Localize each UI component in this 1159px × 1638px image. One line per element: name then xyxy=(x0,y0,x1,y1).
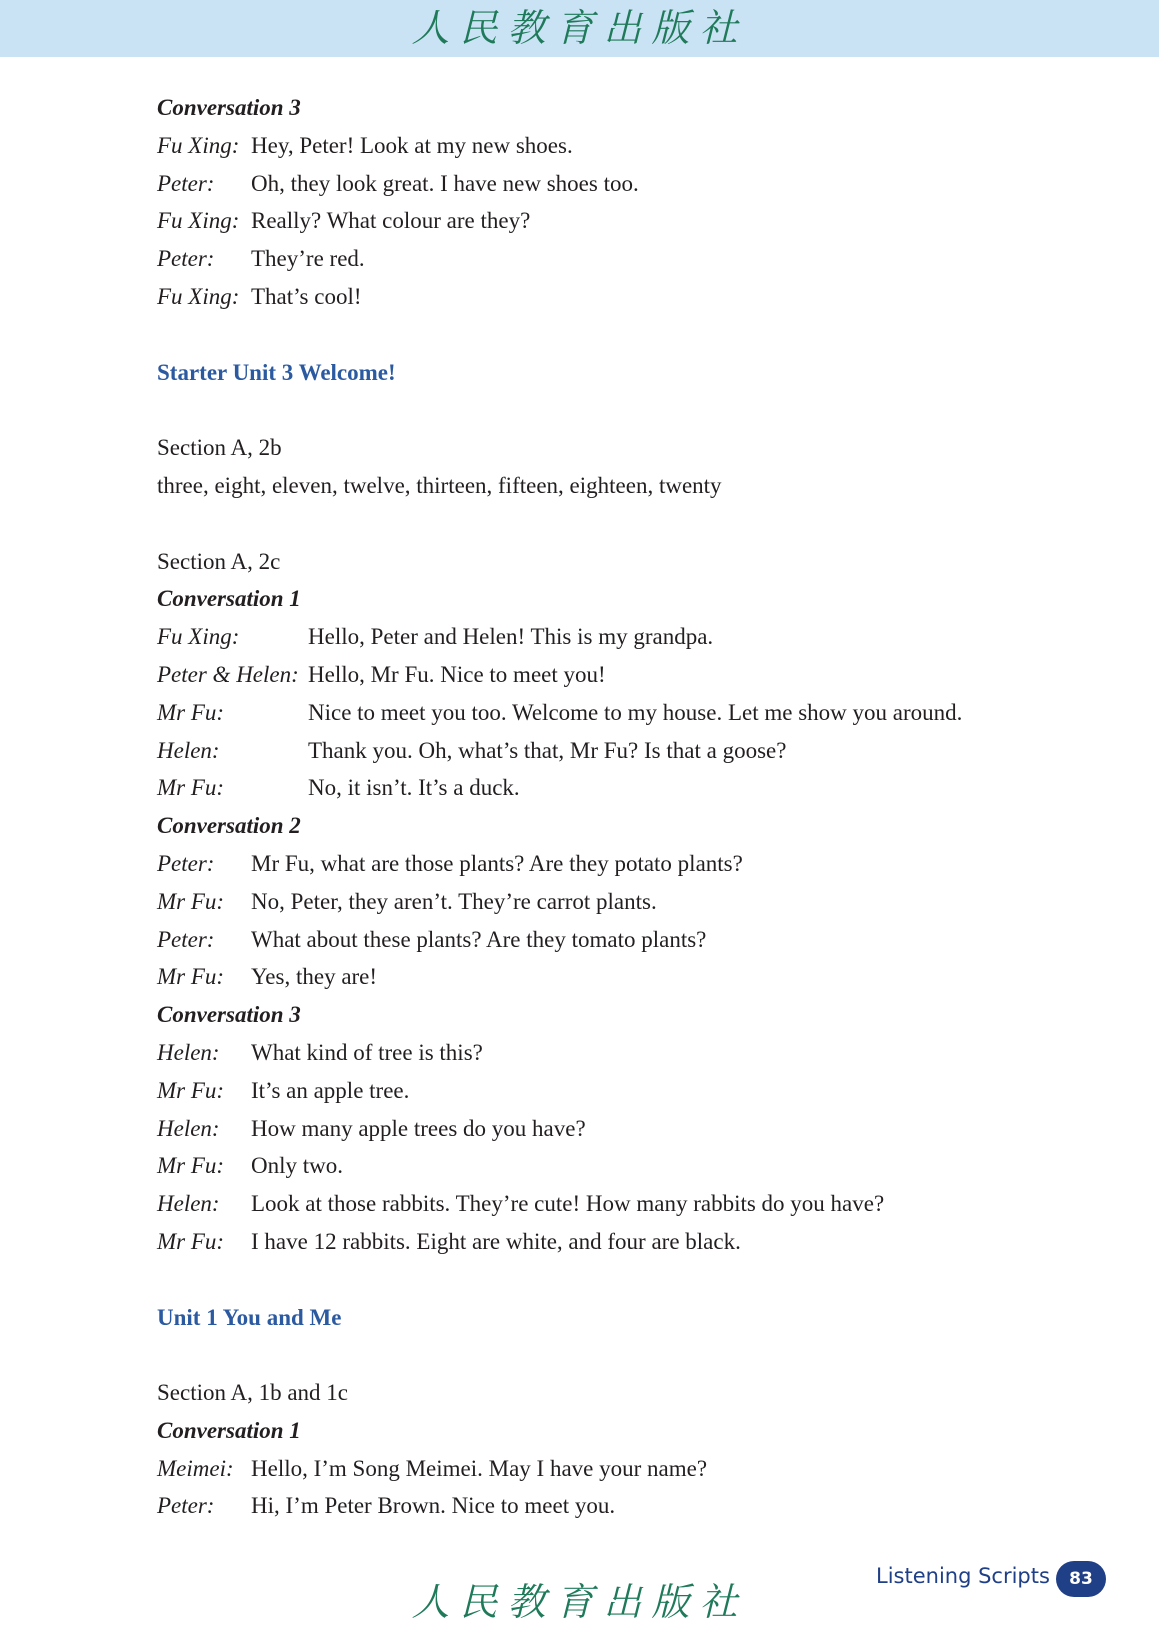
conversation-heading: Conversation 3 xyxy=(157,1002,301,1028)
spacer xyxy=(157,505,1087,543)
utterance-text: Look at those rabbits. They’re cute! How many rabbits do you have? xyxy=(251,1191,885,1217)
section-heading: Section A, 1b and 1c xyxy=(157,1380,348,1406)
utterance-text: Hello, Mr Fu. Nice to meet you! xyxy=(308,661,606,687)
utterance-text: What kind of tree is this? xyxy=(251,1039,483,1065)
speaker-name: Peter: xyxy=(157,170,215,196)
dialog-line xyxy=(157,1487,1087,1525)
dialog-line xyxy=(157,656,1087,694)
dialog-line xyxy=(157,1072,1087,1110)
dialog-line xyxy=(157,921,1087,959)
speaker-name: Helen: xyxy=(157,1115,220,1141)
utterance-text: How many apple trees do you have? xyxy=(251,1115,586,1141)
speaker-name: Fu Xing: xyxy=(157,132,240,158)
spacer xyxy=(157,1261,1087,1299)
speaker-name: Peter: xyxy=(157,926,215,952)
speaker-name: Fu Xing: xyxy=(157,283,240,309)
conversation-heading: Conversation 3 xyxy=(157,95,301,120)
spacer xyxy=(157,316,1087,354)
speaker-name: Mr Fu: xyxy=(157,964,225,990)
listening-script-content xyxy=(157,89,1087,1525)
publisher-brand-bottom: 人民教育出版社 xyxy=(411,1580,748,1624)
dialog-line xyxy=(157,769,1087,807)
utterance-text: Hello, Peter and Helen! This is my grandpa. xyxy=(308,624,714,650)
conversation-heading: Conversation 1 xyxy=(157,586,301,612)
speaker-name: Helen: xyxy=(157,1039,220,1065)
unit-heading: Unit 1 You and Me xyxy=(157,1304,342,1330)
word-list: three, eight, eleven, twelve, thirteen, fifteen, eighteen, twenty xyxy=(157,472,722,498)
dialog-line xyxy=(157,165,1087,203)
dialog-line xyxy=(157,958,1087,996)
dialog-line xyxy=(157,732,1087,770)
speaker-name: Mr Fu: xyxy=(157,1077,225,1103)
speaker-name: Mr Fu: xyxy=(157,775,225,801)
section-heading: Section A, 2b xyxy=(157,435,282,461)
speaker-name: Fu Xing: xyxy=(157,208,240,234)
dialog-line xyxy=(157,883,1087,921)
utterance-text: Hello, I’m Song Meimei. May I have your name? xyxy=(251,1455,708,1481)
speaker-name: Fu Xing: xyxy=(157,624,240,650)
conversation-heading: Conversation 1 xyxy=(157,1417,301,1443)
dialog-line xyxy=(157,618,1087,656)
dialog-line xyxy=(157,127,1087,165)
utterance-text: They’re red. xyxy=(251,246,365,272)
utterance-text: It’s an apple tree. xyxy=(251,1077,410,1103)
publisher-brand-top: 人民教育出版社 xyxy=(411,6,748,50)
dialog-line xyxy=(157,202,1087,240)
spacer xyxy=(157,391,1087,429)
speaker-name: Mr Fu: xyxy=(157,888,225,914)
utterance-text: No, it isn’t. It’s a duck. xyxy=(308,775,520,801)
speaker-name: Peter: xyxy=(157,850,215,876)
utterance-text: Thank you. Oh, what’s that, Mr Fu? Is that a goose? xyxy=(308,737,787,763)
utterance-text: Mr Fu, what are those plants? Are they potato plants? xyxy=(251,850,743,876)
dialog-line xyxy=(157,1110,1087,1148)
dialog-line xyxy=(157,1223,1087,1261)
utterance-text: Hi, I’m Peter Brown. Nice to meet you. xyxy=(251,1493,616,1519)
dialog-line xyxy=(157,1185,1087,1223)
utterance-text: No, Peter, they aren’t. They’re carrot plants. xyxy=(251,888,657,914)
utterance-text: Only two. xyxy=(251,1153,343,1179)
utterance-text: What about these plants? Are they tomato plants? xyxy=(251,926,707,952)
conversation-heading: Conversation 2 xyxy=(157,813,301,839)
utterance-text: Hey, Peter! Look at my new shoes. xyxy=(251,132,573,158)
page-number-badge: 83 xyxy=(1056,1561,1106,1597)
unit-heading: Starter Unit 3 Welcome! xyxy=(157,359,396,385)
speaker-name: Peter: xyxy=(157,246,215,272)
dialog-line xyxy=(157,1450,1087,1488)
speaker-name: Mr Fu: xyxy=(157,699,225,725)
dialog-line xyxy=(157,240,1087,278)
speaker-name: Peter & Helen: xyxy=(157,661,299,687)
utterance-text: That’s cool! xyxy=(251,283,362,309)
speaker-name: Mr Fu: xyxy=(157,1153,225,1179)
utterance-text: Really? What colour are they? xyxy=(251,208,531,234)
utterance-text: Yes, they are! xyxy=(251,964,378,990)
speaker-name: Mr Fu: xyxy=(157,1228,225,1254)
section-heading: Section A, 2c xyxy=(157,548,281,574)
spacer xyxy=(157,1336,1087,1374)
utterance-text: I have 12 rabbits. Eight are white, and four are black. xyxy=(251,1228,741,1254)
footer-section-label: Listening Scripts xyxy=(876,1564,1050,1588)
speaker-name: Meimei: xyxy=(157,1455,234,1481)
utterance-text: Nice to meet you too. Welcome to my house. Let me show you around. xyxy=(308,699,963,725)
dialog-line xyxy=(157,1034,1087,1072)
speaker-name: Helen: xyxy=(157,737,220,763)
speaker-name: Peter: xyxy=(157,1493,215,1519)
dialog-line xyxy=(157,1147,1087,1185)
utterance-text: Oh, they look great. I have new shoes too. xyxy=(251,170,639,196)
dialog-line xyxy=(157,278,1087,316)
speaker-name: Helen: xyxy=(157,1191,220,1217)
dialog-line xyxy=(157,845,1087,883)
dialog-line xyxy=(157,694,1087,732)
